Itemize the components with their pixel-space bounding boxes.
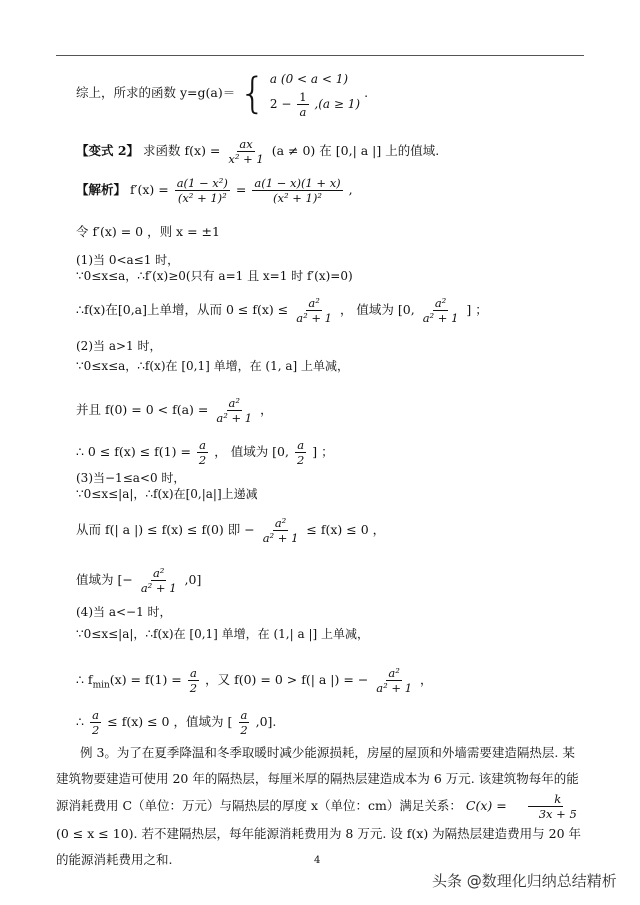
page-number: 4 xyxy=(314,855,321,866)
header-rule xyxy=(56,55,584,56)
summary-text: 综上，所求的函数 y=g(a)＝ xyxy=(76,85,236,100)
fraction: $\frac{ax}{\text{x² + 1}}$ xyxy=(228,137,264,166)
cases-block xyxy=(270,68,360,119)
analysis-line: 【解析】 f′(x) = $\frac{\text{a(1 − x²)}}{\text{(x² + 1)²}}$ = $\frac{a(1 - x)(1 + x)}{\text{(x² + 1)²}}$ , xyxy=(76,176,353,205)
critical-points-line: 令 f′(x) = 0 ，则 x = ±1 xyxy=(76,224,220,239)
case-3-inequality: 从而 f(| a |) ≤ f(x) ≤ f(0) 即 − $\frac{\text{a²}}{\text{a² + 1}}$ ≤ f(x) ≤ 0 ， xyxy=(76,516,386,545)
case-2-reason: ∵0≤x≤a，∴f(x)在 [0,1] 单增，在 (1, a] 上单减， xyxy=(76,359,349,373)
case-1-title: (1)当 0<a≤1 时， xyxy=(76,253,180,267)
variant-2-line: 【变式 2】 求函数 f(x) = $\frac{ax}{\text{x² + 1}}$ (a ≠ 0) 在 [0,| a |] 上的值域. xyxy=(76,137,440,166)
case-3-reason: ∵0≤x≤|a|，∴f(x)在[0,|a|]上递减 xyxy=(76,487,258,501)
case-4-reason: ∵0≤x≤|a|，∴f(x)在 [0,1] 单增，在 (1,| a |] 上单减， xyxy=(76,627,369,641)
case-2-title: (2)当 a>1 时， xyxy=(76,339,162,353)
case-2-range: ∴ 0 ≤ f(x) ≤ f(1) = $\frac{a}{2}$ ， 值域为 [0, $\frac{a}{2}$ ] ； xyxy=(76,438,334,467)
case-3-title: (3)当−1≤a<0 时， xyxy=(76,471,186,485)
watermark-text: 头条 @数理化归纳总结精析 xyxy=(432,872,617,890)
case-4-title: (4)当 a<−1 时， xyxy=(76,605,172,619)
case-3-range: 值域为 [− $\frac{\text{a²}}{\text{a² + 1}}$ ,0] xyxy=(76,566,202,595)
case-4-range: ∴ $\frac{a}{2}$ ≤ f(x) ≤ 0 ，值域为 [ $\frac{a}{2}$ ,0]. xyxy=(76,708,277,737)
case-1-reason: ∵0≤x≤a，∴f′(x)≥0(只有 a=1 且 x=1 时 f′(x)=0) xyxy=(76,269,353,283)
example-3-paragraph: 例 3。为了在夏季降温和冬季取暖时减少能源损耗，房屋的屋顶和外墙需要建造隔热层. 某建筑物要建造可使用 20 年的隔热层，每厘米厚的隔热层建造成本为 6 万元. 该建筑物每年的能源消耗费用 C（单位：万元）与隔热层的厚度 x（单位：cm）满足关系： C(x) = $\frac{k}{3x + 5}$ (0 ≤ x ≤ 10). 若不建隔热层，每年能源消耗费用为 8 万元. 设 f(x) 为隔热层建造费用与 20 年的能源消耗费用之和. xyxy=(56,745,582,867)
case-1: a (0 < a < 1) xyxy=(269,72,349,86)
summary-line: 综上，所求的函数 y=g(a)＝ { a (0 < a < 1) 2 − $\frac{1}{a}$ ,(a ≥ 1) . xyxy=(76,68,369,119)
case-1-range: ∴f(x)在[0,a]上单增，从而 0 ≤ f(x) ≤ $\frac{\text{a²}}{\text{a² + 1}}$ ， 值域为 [0, $\frac{\text{a²}}{\text{a² + 1}}$ ] ； xyxy=(76,296,488,325)
case-4-min: ∴ $f_{min}(x) = f(1)$ = $\frac{a}{2}$ ，又 f(0) = 0 > f(| a |) = − $\frac{\text{a²}}{\text{a² + 1}}$ ， xyxy=(76,666,433,695)
case-2: 2 − $\frac{1}{a}$ ,(a ≥ 1) xyxy=(269,90,361,119)
analysis-label: 【解析】 xyxy=(76,182,127,197)
cases-brace: { xyxy=(239,68,266,118)
case-2-value: 并且 f(0) = 0 < f(a) = $\frac{\text{a²}}{\text{a² + 1}}$ ， xyxy=(76,396,273,425)
variant-label: 【变式 2】 xyxy=(76,143,140,158)
